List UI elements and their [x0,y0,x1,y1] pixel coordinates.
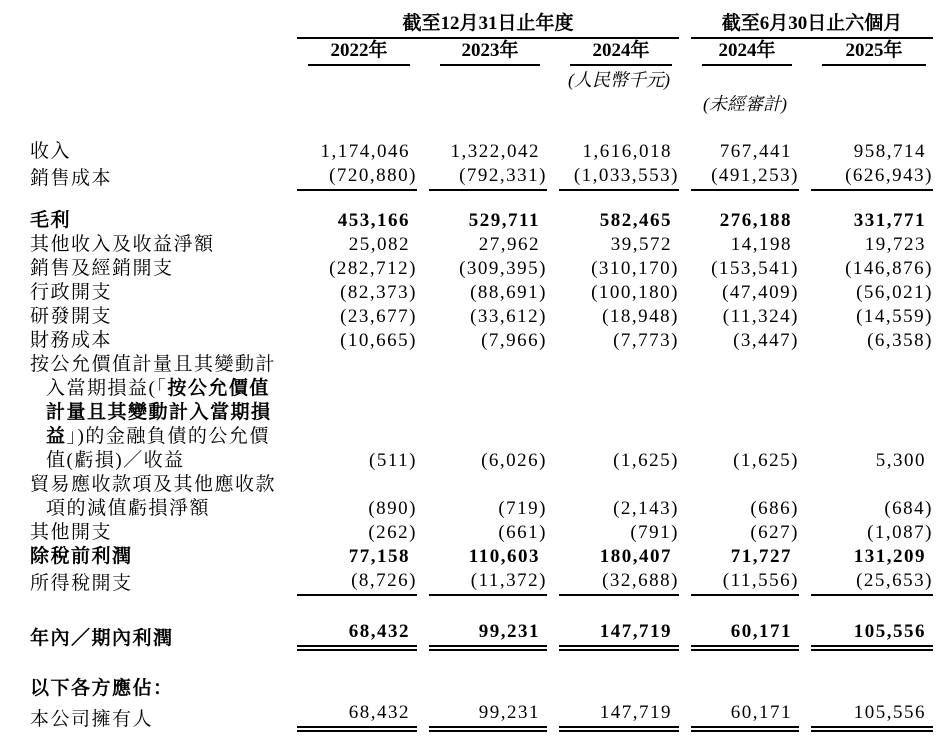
header-unaudited-note-row [30,92,933,116]
row-income-tax [30,569,933,596]
col-header-2023: 2023年 [440,39,540,66]
value-cell: 27,962 [478,234,540,255]
row-label [30,473,285,521]
value-cell: 767,441 [719,141,792,162]
value-cell: (491,253) [691,164,799,191]
value-cell: 60,171 [691,701,799,732]
period-group-six-months: 截至6月30日止六個月 [691,12,933,39]
value-cell: (18,948) [602,306,679,327]
row-label: 收入 [30,141,72,162]
value-cell: (6,026) [481,450,547,471]
value-cell: (1,087) [867,522,933,543]
row-label-line: 計量且其變動計入當期損 [46,402,272,423]
value-cell: (153,541) [711,258,799,279]
row-profit-for-year [30,620,933,651]
col-header-2022: 2022年 [308,39,410,66]
value-cell: 99,231 [429,620,547,651]
value-cell: (33,612) [470,306,547,327]
spacer-row [30,651,933,677]
col-header-2024: 2024年 [570,39,672,66]
value-cell: 276,188 [719,210,792,231]
row-label-line: 益」)的金融負債的公允價 [46,426,270,447]
currency-note: (人民幣千元) [568,70,670,90]
row-label [30,353,285,473]
row-other-expenses [30,521,933,545]
col-header-2025-interim: 2025年 [822,39,926,66]
value-cell: (720,880) [297,164,417,191]
section-heading: 以下各方應佔： [30,678,174,699]
value-cell: (792,331) [429,164,547,191]
value-cell: 14,198 [730,234,792,255]
value-cell: (88,691) [470,282,547,303]
unaudited-note: (未經審計) [703,94,787,114]
value-cell: 131,209 [853,546,926,567]
value-cell: (1,033,553) [559,164,679,191]
value-cell: 105,556 [811,701,933,732]
value-cell: (626,943) [811,164,933,191]
value-cell: (684) [884,498,933,519]
value-cell: 60,171 [691,620,799,651]
spacer-row [30,116,933,140]
value-cell: (310,170) [591,258,679,279]
row-label: 其他收入及收益淨額 [30,234,215,255]
value-cell: (1,625) [733,450,799,471]
value-cell: (791) [630,522,679,543]
row-label: 毛利 [30,210,72,231]
value-cell: (627) [750,522,799,543]
row-cost-of-sales [30,164,933,191]
row-label: 銷售及經銷開支 [30,258,174,279]
value-cell: (7,966) [481,330,547,351]
spacer-row [30,191,933,209]
row-label: 其他開支 [30,522,113,543]
header-period-groups [30,12,933,39]
value-cell: 147,719 [559,620,679,651]
value-cell: 453,166 [337,210,410,231]
row-label: 研發開支 [30,306,113,327]
value-cell: 99,231 [429,701,547,732]
header-currency-note-row [30,68,933,92]
value-cell: (23,677) [340,306,417,327]
value-cell: (2,143) [613,498,679,519]
value-cell: 1,174,046 [320,141,410,162]
col-header-2024-interim: 2024年 [702,39,792,66]
value-cell: (661) [498,522,547,543]
row-finance-costs [30,329,933,353]
value-cell: (511) [369,450,417,471]
row-label-line: 項的減值虧損淨額 [46,498,211,519]
row-other-income [30,233,933,257]
value-cell: (56,021) [856,282,933,303]
period-group-year-ended: 截至12月31日止年度 [297,12,679,39]
value-cell: 958,714 [853,141,926,162]
value-cell: 25,082 [348,234,410,255]
value-cell: 19,723 [864,234,926,255]
row-label: 財務成本 [30,330,113,351]
value-cell: (32,688) [559,569,679,596]
value-cell: (14,559) [856,306,933,327]
value-cell: 68,432 [297,701,417,732]
value-cell: (1,625) [613,450,679,471]
value-cell: (282,712) [329,258,417,279]
value-cell: (8,726) [297,569,417,596]
value-cell: (10,665) [340,330,417,351]
row-attributable-heading [30,677,933,701]
row-fvtpl-fair-value [30,353,933,473]
row-label: 年內／期內利潤 [30,628,174,649]
value-cell: (11,556) [691,569,799,596]
value-cell: 180,407 [599,546,672,567]
value-cell: (82,373) [340,282,417,303]
value-cell: (7,773) [613,330,679,351]
value-cell: 1,322,042 [450,141,540,162]
row-revenue [30,140,933,164]
value-cell: (890) [368,498,417,519]
row-label-line: 值(虧損)／收益 [46,450,185,471]
row-gross-profit [30,209,933,233]
row-owners-of-company [30,701,933,732]
value-cell: (719) [498,498,547,519]
row-selling-expenses [30,257,933,281]
value-cell: (309,395) [459,258,547,279]
row-rd-expenses [30,305,933,329]
value-cell: 5,300 [875,450,926,471]
value-cell: (100,180) [591,282,679,303]
row-label: 銷售成本 [30,168,113,189]
header-years [30,39,933,68]
value-cell: 105,556 [811,620,933,651]
value-cell: 71,727 [730,546,792,567]
value-cell: 529,711 [468,210,540,231]
row-admin-expenses [30,281,933,305]
row-label-line: 按公允價值計量且其變動計 [30,354,277,375]
value-cell: (6,358) [867,330,933,351]
value-cell: 110,603 [468,546,540,567]
value-cell: (47,409) [722,282,799,303]
value-cell: 77,158 [348,546,410,567]
row-label: 本公司擁有人 [30,709,154,730]
row-label: 所得稅開支 [30,573,133,594]
row-label: 除稅前利潤 [30,546,133,567]
row-label-line: 入當期損益(「按公允價值 [46,378,270,399]
value-cell: (25,653) [811,569,933,596]
income-statement-table [18,12,945,732]
value-cell: (262) [368,522,417,543]
value-cell: 582,465 [599,210,672,231]
value-cell: 39,572 [610,234,672,255]
value-cell: 147,719 [559,701,679,732]
value-cell: 331,771 [853,210,926,231]
value-cell: (11,324) [722,306,799,327]
value-cell: 1,616,018 [582,141,672,162]
row-label: 行政開支 [30,282,113,303]
spacer-row [30,596,933,620]
value-cell: (3,447) [733,330,799,351]
value-cell: 68,432 [297,620,417,651]
row-profit-before-tax [30,545,933,569]
value-cell: (146,876) [845,258,933,279]
value-cell: (11,372) [429,569,547,596]
row-label-line: 貿易應收款項及其他應收款 [30,474,277,495]
row-impairment-losses [30,473,933,521]
value-cell: (686) [750,498,799,519]
